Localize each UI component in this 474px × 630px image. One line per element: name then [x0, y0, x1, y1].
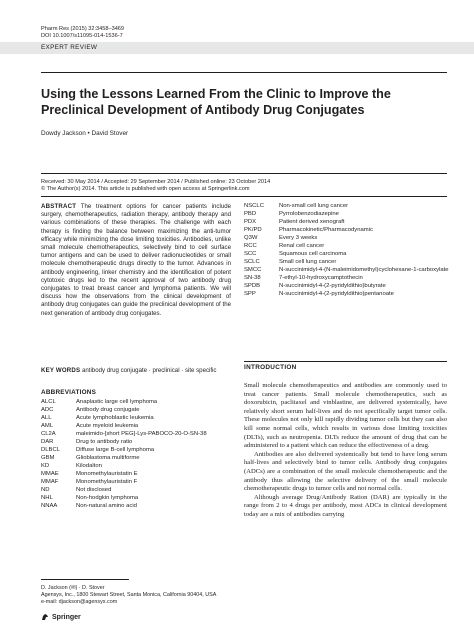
intro-paragraph: Antibodies are also delivered systemically but tend to have long serum half-lives and selectively bind to tumor cells. Antibody drug conjugates (ADCs) are a combination of the small molecule chemotherapeutic and the antibody thus allowing the selective delivery of the small molecule chemotherapeutic drugs to tumor cells and not normal cells. — [244, 450, 447, 493]
abbreviation-row — [41, 454, 241, 462]
article-title: Using the Lessons Learned From the Clinic to Improve the Preclinical Development of Antibody Drug Conjugates — [41, 87, 391, 117]
abbreviation-definition: maleimido-[short PEG]-Lys-PABOCO-20-O-SN-38 — [76, 431, 207, 437]
abbreviation-term: PDX — [244, 219, 257, 225]
publisher-logo — [41, 613, 81, 621]
abbreviation-definition: N-succinimidyl-4-(2-pyridyldithio)pentanoate — [279, 291, 394, 297]
abbreviation-definition: N-succinimidyl-4-(2-pyridyldithio)butyrate — [279, 283, 386, 289]
journal-citation: Pharm Res (2015) 32:3458–3469 — [41, 26, 125, 32]
abbreviation-row — [41, 470, 241, 478]
abbreviation-row — [41, 398, 241, 406]
abbreviation-term: KD — [41, 463, 50, 469]
open-access-note: © The Author(s) 2014. This article is published with open access at Springerlink.com — [41, 186, 250, 192]
doi: DOI 10.1007/s11095-014-1536-7 — [41, 33, 123, 39]
abbreviation-term: NHL — [41, 495, 53, 501]
abbreviation-definition: Renal cell cancer — [279, 243, 325, 249]
abbreviation-row — [41, 438, 241, 446]
section-label: EXPERT REVIEW — [41, 44, 98, 51]
abbreviation-term: PK/PD — [244, 227, 262, 233]
abbreviation-row — [41, 446, 241, 454]
abbreviation-term: ALCL — [41, 399, 56, 405]
keywords-heading: KEY WORDS — [41, 367, 81, 374]
abbreviations-table-right — [244, 202, 454, 298]
intro-top-rule — [244, 361, 447, 362]
abbreviation-term: PBD — [244, 211, 257, 217]
abbreviation-definition: Glioblastoma multiforme — [76, 455, 140, 461]
publisher-name: Springer — [52, 613, 81, 621]
abbreviation-definition: Diffuse large B-cell lymphoma — [76, 447, 155, 453]
abbreviation-row — [244, 234, 454, 242]
abbreviation-row — [41, 430, 241, 438]
intro-paragraph: Small molecule chemotherapeutics and antibodies are commonly used to treat cancer patients. Small molecule chemotherapeutics, such as doxorubicin, paclitaxel and vinblastine, are delivered systemically, have relatively short serum half-lives and do not specifically target tumor cells. These molecules not only kill rapidly dividing tumor cells but they can also kill some normal cells, which results in various dose limiting toxicities (DLTs), such as neutropenia. DLTs reduce the amount of drug that can be administered to a patient which can reduce the effectiveness of a drug. — [244, 382, 447, 450]
abbreviation-definition: Non-hodgkin lymphoma — [76, 495, 139, 501]
abbreviation-row — [244, 282, 454, 290]
abbreviation-definition: Not disclosed — [76, 487, 112, 493]
abbreviation-row — [244, 242, 454, 250]
abbreviation-definition: Pharmacokinetic/Pharmacodynamic — [279, 227, 373, 233]
author-affiliation — [41, 585, 216, 606]
abbreviation-term: SCLC — [244, 259, 260, 265]
abbreviation-term: ND — [41, 487, 50, 493]
abbreviation-term: DAR — [41, 439, 54, 445]
title-top-rule — [41, 72, 447, 73]
abstract-text: The treatment options for cancer patients include surgery, chemotherapeutics, radiation therapy, antibody therapy and various combinations of these therapies. The challenge with each therapy is finding the balance between maximizing the anti-tumor efficacy while minimizing the dose limiting toxicities. Antibodies, unlike small molecule chemotherapeutics, selectively bind to cell surface tumor antigens and can be used to deliver radionucleotides or small molecule chemotherapeutic drugs directly to the tumor. Advances in antibody engineering, linker chemistry and the identification of potent cytotoxic drugs led to the recent approval of two antibody drug conjugates to treat breast cancer and lymphoma patients. We will discuss how the observations from the clinical development of antibody drug conjugates can guide the preclinical development of the next generation of antibody drug conjugates. — [41, 203, 231, 317]
abbreviation-term: MMAE — [41, 471, 59, 477]
abbreviation-definition: Antibody drug conjugate — [76, 407, 140, 413]
abstract-heading: ABSTRACT — [41, 203, 77, 210]
publication-dates: Received: 30 May 2014 / Accepted: 29 September 2014 / Published online: 23 October 2014 — [41, 179, 271, 185]
abbreviation-term: SCC — [244, 251, 257, 257]
abbreviation-definition: Patient derived xenograft — [279, 219, 345, 225]
abbreviation-term: NNAA — [41, 503, 58, 509]
springer-horse-icon — [41, 613, 49, 621]
abbreviation-definition: Kilodalton — [76, 463, 102, 469]
abbreviation-term: MMAF — [41, 479, 59, 485]
abbreviation-definition: Squamous cell carcinoma — [279, 251, 347, 257]
abbreviation-term: NSCLC — [244, 203, 264, 209]
abbreviation-definition: Drug to antibody ratio — [76, 439, 133, 445]
intro-paragraph: Although average Drug/Antibody Ration (DAR) are typically in the range from 2 to 4 drugs per antibody, most ADCs in clinical development today are a mix of antibodies carrying — [244, 493, 447, 518]
affiliation-authors: D. Jackson (✉) · D. Stover — [41, 585, 105, 591]
abbreviations-table-left — [41, 398, 241, 510]
dates-bottom-rule — [41, 196, 447, 197]
abbreviation-definition: Monomethylauristatin F — [76, 479, 138, 485]
keywords — [41, 367, 231, 374]
dates-top-rule — [41, 173, 447, 174]
abbreviation-row — [41, 422, 241, 430]
abbreviation-row — [244, 290, 454, 298]
abbreviation-definition: Every 3 weeks — [279, 235, 318, 241]
abbreviation-term: AML — [41, 423, 54, 429]
abbreviation-definition: Anaplastic large cell lymphoma — [76, 399, 158, 405]
abbreviation-definition: Monomethylauristatin E — [76, 471, 138, 477]
affiliation-email: e-mail: djackson@agensys.com — [41, 599, 118, 605]
abbreviation-definition: Small cell lung cancer — [279, 259, 337, 265]
abbreviation-definition: 7-ethyl-10-hydroxycamptothecin — [279, 275, 363, 281]
abbreviation-definition: N-succinimidyl-4-(N-maleimidomethyl)cyclohexane-1-carboxylate — [279, 267, 449, 273]
abbreviation-term: DLBCL — [41, 447, 60, 453]
abbreviation-definition: Pyrrolobenzodiazepine — [279, 211, 339, 217]
abstract — [41, 203, 231, 318]
abbreviation-term: SPDB — [244, 283, 261, 289]
abbreviation-row — [41, 406, 241, 414]
abbreviation-row — [41, 486, 241, 494]
introduction-body — [244, 382, 447, 520]
keywords-text: antibody drug conjugate · preclinical · site specific — [81, 367, 217, 374]
abbreviation-row — [244, 226, 454, 234]
affiliation-address: Agensys, Inc., 1800 Stewart Street, Santa Monica, California 90404, USA — [41, 592, 217, 598]
footnote-rule — [41, 579, 129, 580]
abbreviation-term: ALL — [41, 415, 52, 421]
introduction-heading: INTRODUCTION — [244, 364, 297, 371]
abbreviation-row — [244, 258, 454, 266]
abbreviation-row — [41, 414, 241, 422]
abbreviation-term: RCC — [244, 243, 257, 249]
abbreviation-row — [41, 478, 241, 486]
abbreviation-row — [244, 218, 454, 226]
authors: Dowdy Jackson • David Stover — [41, 130, 129, 137]
abbreviation-definition: Non-small cell lung cancer — [279, 203, 349, 209]
abbreviation-row — [244, 274, 454, 282]
abbreviation-term: Q3W — [244, 235, 258, 241]
abbreviation-definition: Acute lymphoblastic leukemia — [76, 415, 154, 421]
abbreviation-term: SPP — [244, 291, 256, 297]
abbreviation-term: GBM — [41, 455, 55, 461]
abbreviation-term: SMCC — [244, 267, 262, 273]
abbreviation-row — [41, 494, 241, 502]
abbreviations-heading: ABBREVIATIONS — [41, 389, 97, 396]
abbreviation-row — [244, 202, 454, 210]
abbreviation-term: CL2A — [41, 431, 56, 437]
abbreviation-definition: Non-natural amino acid — [76, 503, 137, 509]
abbreviation-definition: Acute myeloid leukemia — [76, 423, 139, 429]
abbreviation-row — [244, 250, 454, 258]
abbreviation-row — [41, 462, 241, 470]
abbreviation-row — [244, 266, 454, 274]
abbreviation-row — [244, 210, 454, 218]
abbreviation-term: SN-38 — [244, 275, 261, 281]
abbreviation-term: ADC — [41, 407, 54, 413]
abbreviation-row — [41, 502, 241, 510]
